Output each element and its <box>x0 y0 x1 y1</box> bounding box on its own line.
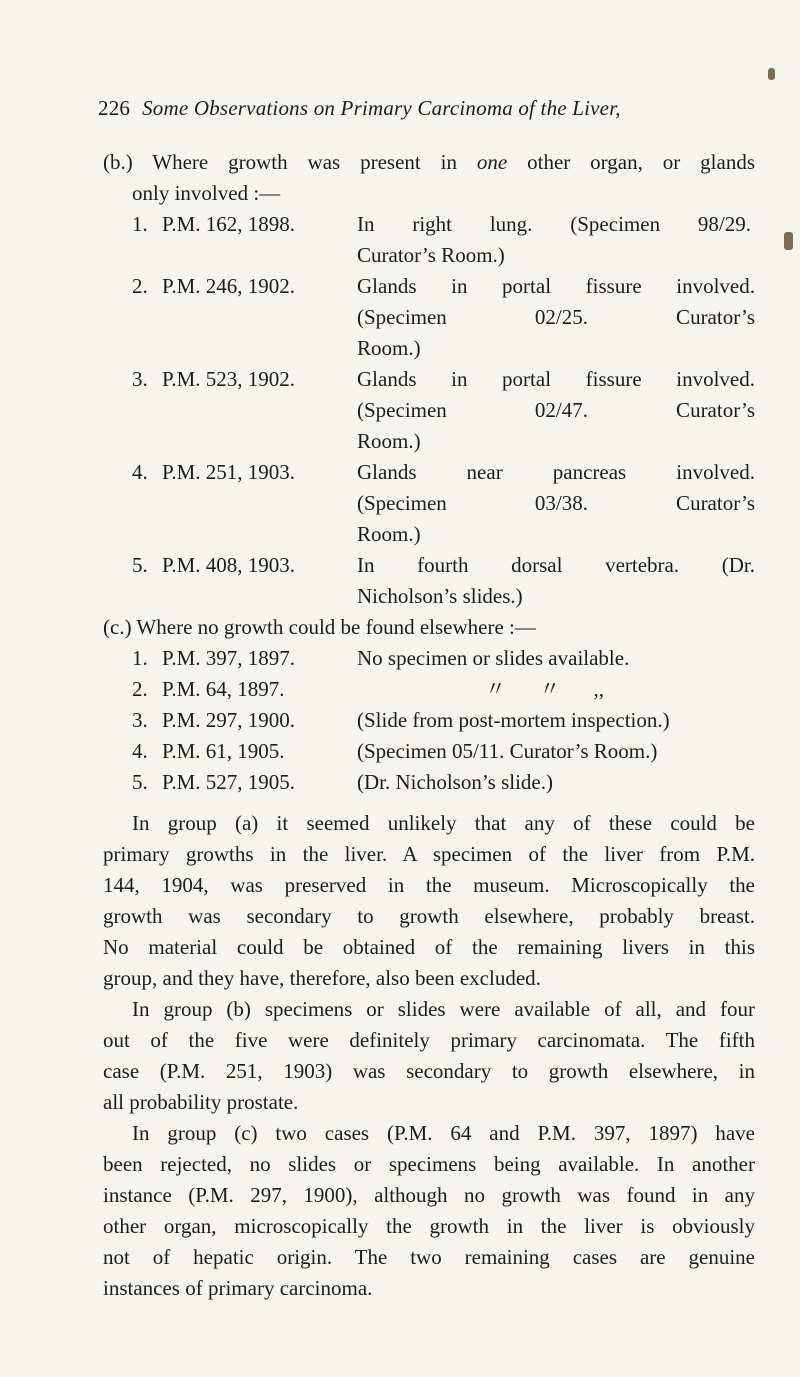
group-c-item-4-ref: P.M. 61, 1905. <box>162 739 285 763</box>
group-b-item-1-num: 1. <box>132 212 148 236</box>
running-title: Some Observations on Primary Carcinoma of the Liver, <box>142 96 621 120</box>
group-c-item-2-ref: P.M. 64, 1897. <box>162 677 285 701</box>
group-c-heading: (c.) Where no growth could be found elsewhere :— <box>103 615 536 639</box>
paragraph-3-line-6: instances of primary carcinoma. <box>103 1276 373 1300</box>
paragraph-1-line-3: 144, 1904, was preserved in the museum. Microscopically the <box>103 873 755 897</box>
paragraph-1-line-2: primary growths in the liver. A specimen of the liver from P.M. <box>103 842 755 866</box>
group-b-item-3-ref: P.M. 523, 1902. <box>162 367 296 391</box>
paragraph-3-line-3: instance (P.M. 297, 1900), although no growth was found in any <box>103 1183 755 1207</box>
scan-mark <box>784 232 793 250</box>
paragraph-1-line-4: growth was secondary to growth elsewhere, probably breast. <box>103 904 755 928</box>
paragraph-2-line-1: In group (b) specimens or slides were available of all, and four <box>132 997 755 1021</box>
group-c-item-2-num: 2. <box>132 677 148 701</box>
paragraph-3-line-2: been rejected, no slides or specimens being available. In another <box>103 1152 755 1176</box>
group-c-item-1-num: 1. <box>132 646 148 670</box>
group-b-item-3-num: 3. <box>132 367 148 391</box>
group-b-item-3-line1: Glands in portal fissure involved. <box>357 367 755 391</box>
group-c-item-5-ref: P.M. 527, 1905. <box>162 770 296 794</box>
paragraph-2-line-2: out of the five were definitely primary carcinomata. The fifth <box>103 1028 755 1052</box>
group-b-item-3-line3: Room.) <box>357 429 421 453</box>
paragraph-2-line-4: all probability prostate. <box>103 1090 299 1114</box>
paragraph-1-line-5: No material could be obtained of the remaining livers in this <box>103 935 755 959</box>
group-c-item-1-text: No specimen or slides available. <box>357 646 630 670</box>
group-b-item-4-num: 4. <box>132 460 148 484</box>
group-b-item-5-num: 5. <box>132 553 148 577</box>
group-b-item-4-line2: (Specimen 03/38. Curator’s <box>357 491 755 515</box>
group-b-item-4-line1: Glands near pancreas involved. <box>357 460 755 484</box>
group-b-item-2-ref: P.M. 246, 1902. <box>162 274 296 298</box>
group-c-item-4-num: 4. <box>132 739 148 763</box>
paragraph-1-line-6: group, and they have, therefore, also been excluded. <box>103 966 541 990</box>
group-b-item-5-ref: P.M. 408, 1903. <box>162 553 296 577</box>
running-header <box>98 96 621 121</box>
group-c-item-4-text: (Specimen 05/11. Curator’s Room.) <box>357 739 658 763</box>
paragraph-3-line-1: In group (c) two cases (P.M. 64 and P.M. 397, 1897) have <box>132 1121 755 1145</box>
paragraph-3-line-4: other organ, microscopically the growth in the liver is obviously <box>103 1214 755 1238</box>
group-c-item-1-ref: P.M. 397, 1897. <box>162 646 296 670</box>
group-b-item-1-ref: P.M. 162, 1898. <box>162 212 296 236</box>
group-c-item-3-ref: P.M. 297, 1900. <box>162 708 296 732</box>
group-b-item-2-line3: Room.) <box>357 336 421 360</box>
group-b-item-3-line2: (Specimen 02/47. Curator’s <box>357 398 755 422</box>
group-b-item-1-line2: Curator’s Room.) <box>357 243 505 267</box>
group-b-item-5-line2: Nicholson’s slides.) <box>357 584 523 608</box>
group-c-item-2-ditto: 〃 〃 ,, <box>485 677 604 701</box>
group-c-item-5-num: 5. <box>132 770 148 794</box>
page-number: 226 <box>98 96 131 120</box>
group-b-item-2-line2: (Specimen 02/25. Curator’s <box>357 305 755 329</box>
group-c-item-3-text: (Slide from post-mortem inspection.) <box>357 708 670 732</box>
group-b-item-2-num: 2. <box>132 274 148 298</box>
group-b-item-4-ref: P.M. 251, 1903. <box>162 460 296 484</box>
group-b-item-1-line1: In right lung. (Specimen 98/29. <box>357 212 751 236</box>
group-b-heading-line2: only involved :— <box>132 181 281 205</box>
group-b-item-2-line1: Glands in portal fissure involved. <box>357 274 755 298</box>
paragraph-3-line-5: not of hepatic origin. The two remaining cases are genuine <box>103 1245 755 1269</box>
group-b-item-4-line3: Room.) <box>357 522 421 546</box>
group-c-item-3-num: 3. <box>132 708 148 732</box>
scan-mark <box>768 68 775 80</box>
paragraph-2-line-3: case (P.M. 251, 1903) was secondary to growth elsewhere, in <box>103 1059 755 1083</box>
group-b-heading-line1: (b.) Where growth was present in one other organ, or glands <box>103 150 755 174</box>
paragraph-1-line-1: In group (a) it seemed unlikely that any of these could be <box>132 811 755 835</box>
group-b-item-5-line1: In fourth dorsal vertebra. (Dr. <box>357 553 755 577</box>
group-c-item-5-text: (Dr. Nicholson’s slide.) <box>357 770 553 794</box>
